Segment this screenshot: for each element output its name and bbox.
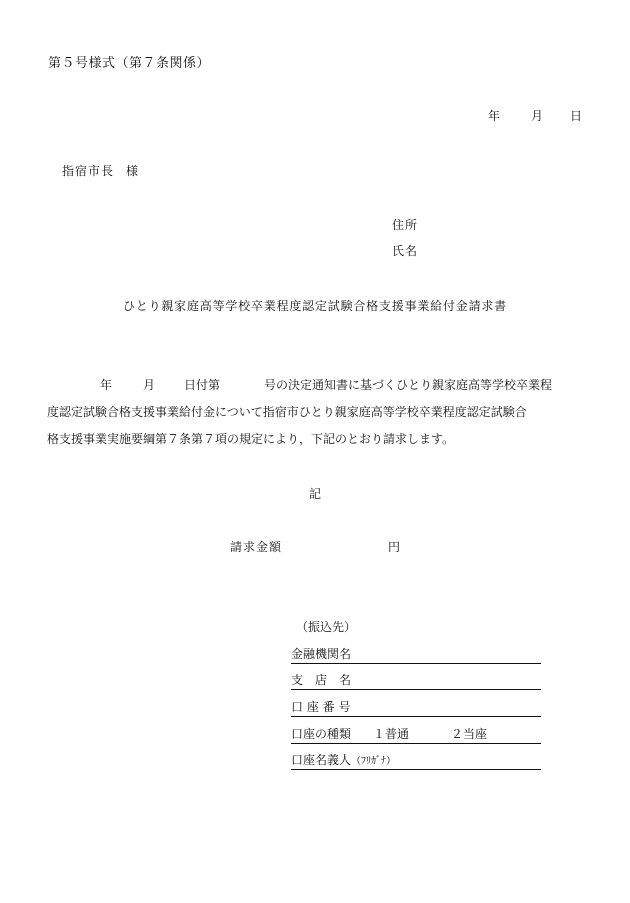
address-label: 住所 bbox=[392, 218, 419, 232]
date-year-label: 年 bbox=[488, 109, 501, 123]
account-holder-field[interactable] bbox=[291, 751, 541, 770]
account-type-label: 口座の種類 bbox=[291, 727, 352, 741]
amount-label: 請求金額 bbox=[230, 540, 283, 554]
body-year: 年 bbox=[100, 378, 113, 392]
account-holder-text: 口座名義人 bbox=[291, 753, 352, 767]
body-line-1-rest: 号の決定通知書に基づくひとり親家庭高等学校卒業程 bbox=[264, 378, 553, 392]
addressee-name: 指宿市長 bbox=[62, 164, 115, 178]
bank-name-field[interactable] bbox=[291, 645, 541, 664]
amount-unit: 円 bbox=[388, 540, 401, 554]
account-type-option-current[interactable]: ２当座 bbox=[451, 727, 488, 741]
branch-name-field[interactable] bbox=[291, 671, 541, 690]
date-line bbox=[488, 107, 582, 124]
body-paragraph bbox=[47, 372, 587, 453]
addressee-honorific: 様 bbox=[126, 164, 140, 178]
date-day-label: 日 bbox=[570, 109, 583, 123]
addressee bbox=[62, 162, 139, 179]
account-holder-kana-note: （ﾌﾘｶﾞﾅ） bbox=[351, 756, 397, 767]
document-title: ひとり親家庭高等学校卒業程度認定試験合格支援事業給付金請求書 bbox=[122, 299, 507, 313]
body-line-1 bbox=[47, 372, 587, 399]
body-day-no: 日付第 bbox=[184, 378, 221, 392]
account-number-label: 口 座 番 号 bbox=[291, 700, 351, 714]
form-number: 第５号様式（第７条関係） bbox=[48, 56, 211, 71]
account-holder-label bbox=[291, 751, 396, 768]
body-line-2: 度認定試験合格支援事業給付金について指宿市ひとり親家庭高等学校卒業程度認定試験合 bbox=[47, 405, 527, 419]
account-type-option-ordinary[interactable]: １普通 bbox=[373, 727, 410, 741]
date-month-label: 月 bbox=[531, 109, 544, 123]
name-label: 氏名 bbox=[392, 244, 419, 258]
account-type-field[interactable] bbox=[291, 725, 541, 744]
branch-name-label: 支 店 名 bbox=[291, 673, 352, 687]
ki-heading: 記 bbox=[308, 487, 321, 501]
body-month: 月 bbox=[143, 378, 156, 392]
body-line-3: 格支援事業実施要綱第７条第７項の規定により，下記のとおり請求します。 bbox=[47, 432, 455, 446]
account-number-field[interactable] bbox=[291, 698, 541, 717]
transfer-heading: （振込先） bbox=[296, 620, 357, 634]
bank-name-label: 金融機関名 bbox=[291, 647, 352, 661]
